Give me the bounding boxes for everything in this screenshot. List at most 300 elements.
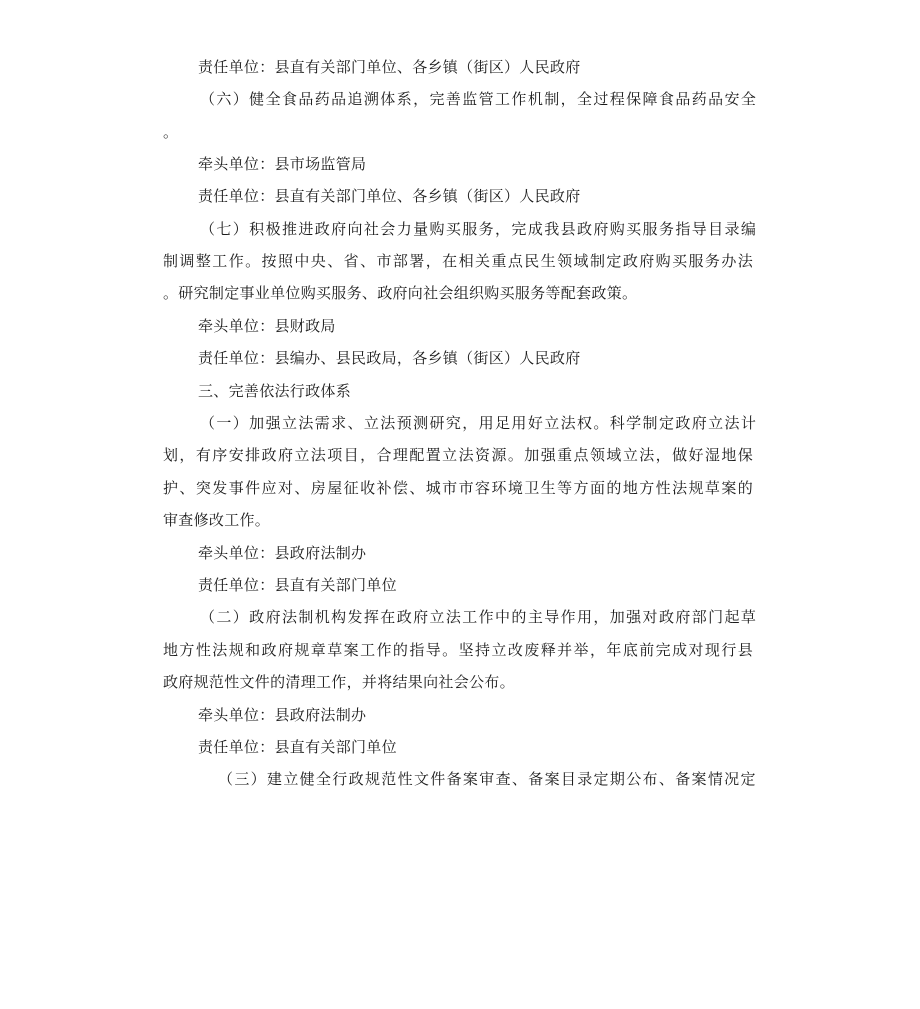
glyph: 工 xyxy=(360,641,376,659)
glyph: 过 xyxy=(593,90,609,108)
paragraph-line xyxy=(163,445,753,465)
glyph: 湿 xyxy=(704,446,720,464)
glyph: 府 xyxy=(593,220,609,238)
glyph: 用 xyxy=(478,414,494,432)
glyph: 省 xyxy=(343,252,359,270)
glyph: 序 xyxy=(212,446,228,464)
glyph: 指 xyxy=(675,220,691,238)
glyph: 查 xyxy=(495,770,511,788)
glyph: 法 xyxy=(737,252,753,270)
glyph: 进 xyxy=(298,220,314,238)
glyph: 制 xyxy=(163,252,179,270)
glyph: 计 xyxy=(740,414,756,432)
responsible-unit-line: 责任单位：县编办、县民政局，各乡镇（街区）人民政府 xyxy=(198,349,581,367)
glyph: 药 xyxy=(691,90,707,108)
glyph: 向 xyxy=(347,220,363,238)
glyph: 定 xyxy=(658,414,674,432)
paragraph-line xyxy=(218,769,756,789)
glyph: 规 xyxy=(228,641,244,659)
glyph: 好 xyxy=(527,414,543,432)
glyph: 对 xyxy=(277,479,293,497)
glyph: 立 xyxy=(708,414,724,432)
glyph: 范 xyxy=(381,770,397,788)
glyph: 、 xyxy=(511,770,527,788)
glyph: （ xyxy=(200,220,216,238)
glyph: 法 xyxy=(445,608,461,626)
glyph: 政 xyxy=(261,641,277,659)
glyph: 举 xyxy=(573,641,589,659)
glyph: 事 xyxy=(228,479,244,497)
glyph: 服 xyxy=(688,252,704,270)
glyph: 征 xyxy=(343,479,359,497)
glyph: 领 xyxy=(589,446,605,464)
glyph: （ xyxy=(200,90,216,108)
glyph: 行 xyxy=(332,770,348,788)
glyph: 的 xyxy=(737,479,753,497)
glyph: 护 xyxy=(163,479,179,497)
glyph: 废 xyxy=(524,641,540,659)
glyph: 持 xyxy=(475,641,491,659)
glyph: 做 xyxy=(672,446,688,464)
glyph: 府 xyxy=(675,608,691,626)
glyph: 方 xyxy=(179,641,195,659)
glyph: 立 xyxy=(442,446,458,464)
glyph: 工 xyxy=(495,90,511,108)
glyph: 法 xyxy=(724,414,740,432)
glyph: 六 xyxy=(216,90,232,108)
glyph: 系 xyxy=(396,90,412,108)
glyph: 件 xyxy=(430,770,446,788)
glyph: 、 xyxy=(658,770,674,788)
glyph: （ xyxy=(200,608,216,626)
glyph: 领 xyxy=(557,252,573,270)
glyph: ， xyxy=(593,608,609,626)
glyph: 容 xyxy=(475,479,491,497)
glyph: 作 xyxy=(376,641,392,659)
glyph: 健 xyxy=(249,90,265,108)
glyph: 积 xyxy=(249,220,265,238)
glyph: 科 xyxy=(609,414,625,432)
glyph: 市 xyxy=(458,479,474,497)
glyph: 文 xyxy=(413,770,429,788)
glyph: 购 xyxy=(429,220,445,238)
glyph: ， xyxy=(589,641,605,659)
glyph: 测 xyxy=(413,414,429,432)
glyph: 求 xyxy=(331,414,347,432)
glyph: 等 xyxy=(557,479,573,497)
glyph: 购 xyxy=(655,252,671,270)
glyph: 购 xyxy=(609,220,625,238)
glyph: 境 xyxy=(507,479,523,497)
lead-unit-line: 牵头单位：县政府法制办 xyxy=(198,706,367,724)
glyph: 预 xyxy=(396,414,412,432)
glyph: 工 xyxy=(212,252,228,270)
glyph: 重 xyxy=(557,446,573,464)
glyph: 县 xyxy=(560,220,576,238)
glyph: 全 xyxy=(315,770,331,788)
glyph: 政 xyxy=(314,220,330,238)
glyph: 点 xyxy=(507,252,523,270)
glyph: 立 xyxy=(363,414,379,432)
glyph: 定 xyxy=(593,770,609,788)
glyph: 府 xyxy=(265,608,281,626)
glyph: 品 xyxy=(331,90,347,108)
glyph: 用 xyxy=(576,608,592,626)
glyph: 导 xyxy=(425,641,441,659)
glyph: 工 xyxy=(462,608,478,626)
glyph: 政 xyxy=(249,608,265,626)
glyph: 划 xyxy=(163,446,179,464)
glyph: 成 xyxy=(672,641,688,659)
glyph: 府 xyxy=(277,446,293,464)
glyph: 重 xyxy=(491,252,507,270)
glyph: 释 xyxy=(540,641,556,659)
glyph: 极 xyxy=(265,220,281,238)
glyph: 署 xyxy=(409,252,425,270)
glyph: 立 xyxy=(544,414,560,432)
paragraph-line: 。研究制定事业单位购买服务、政府向社会组织购买服务等配套政策。 xyxy=(163,284,638,302)
glyph: ） xyxy=(232,414,248,432)
glyph: 加 xyxy=(609,608,625,626)
glyph: 政 xyxy=(658,608,674,626)
glyph: 需 xyxy=(314,414,330,432)
glyph: 用 xyxy=(511,414,527,432)
glyph: 主 xyxy=(527,608,543,626)
glyph: 审 xyxy=(479,770,495,788)
glyph: 法 xyxy=(298,414,314,432)
glyph: 布 xyxy=(642,770,658,788)
glyph: 法 xyxy=(639,446,655,464)
glyph: 完 xyxy=(511,220,527,238)
glyph: 地 xyxy=(163,641,179,659)
glyph: 成 xyxy=(527,220,543,238)
glyph: 府 xyxy=(413,608,429,626)
section-heading: 三、完善依法行政体系 xyxy=(198,382,352,400)
glyph: 立 xyxy=(429,608,445,626)
glyph: 安 xyxy=(228,446,244,464)
glyph: 构 xyxy=(331,608,347,626)
glyph: 导 xyxy=(544,608,560,626)
glyph: 政 xyxy=(576,220,592,238)
glyph: 面 xyxy=(589,479,605,497)
responsible-unit-line: 责任单位：县直有关部门单位 xyxy=(198,576,397,594)
glyph: 草 xyxy=(327,641,343,659)
glyph: 案 xyxy=(462,770,478,788)
glyph: 、 xyxy=(360,252,376,270)
glyph: 办 xyxy=(721,252,737,270)
glyph: 按 xyxy=(261,252,277,270)
glyph: 全 xyxy=(740,90,756,108)
paragraph-line xyxy=(163,251,753,271)
glyph: 市 xyxy=(376,252,392,270)
glyph: 导 xyxy=(691,220,707,238)
glyph: 。 xyxy=(593,414,609,432)
glyph: 法 xyxy=(380,414,396,432)
glyph: 底 xyxy=(622,641,638,659)
glyph: 学 xyxy=(626,414,642,432)
glyph: 性 xyxy=(655,479,671,497)
glyph: 补 xyxy=(376,479,392,497)
glyph: 照 xyxy=(277,252,293,270)
glyph: ， xyxy=(425,252,441,270)
glyph: 规 xyxy=(364,770,380,788)
glyph: 备 xyxy=(446,770,462,788)
glyph: 环 xyxy=(491,479,507,497)
glyph: 目 xyxy=(343,446,359,464)
glyph: 起 xyxy=(724,608,740,626)
glyph: 况 xyxy=(724,770,740,788)
glyph: ， xyxy=(179,446,195,464)
glyph: 对 xyxy=(642,608,658,626)
glyph: 完 xyxy=(655,641,671,659)
glyph: 关 xyxy=(475,252,491,270)
glyph: 立 xyxy=(622,446,638,464)
glyph: ） xyxy=(232,608,248,626)
glyph: 会 xyxy=(380,220,396,238)
glyph: 机 xyxy=(314,608,330,626)
glyph: 权 xyxy=(576,414,592,432)
glyph: ， xyxy=(413,90,429,108)
glyph: 规 xyxy=(294,641,310,659)
glyph: 法 xyxy=(458,446,474,464)
glyph: 挥 xyxy=(363,608,379,626)
responsible-unit-line: 责任单位：县直有关部门单位 xyxy=(198,738,397,756)
glyph: 的 xyxy=(511,608,527,626)
glyph: 整 xyxy=(195,252,211,270)
glyph: 机 xyxy=(527,90,543,108)
glyph: 务 xyxy=(704,252,720,270)
glyph: 法 xyxy=(560,414,576,432)
glyph: 强 xyxy=(265,414,281,432)
glyph: 置 xyxy=(425,446,441,464)
glyph: 备 xyxy=(528,770,544,788)
glyph: 政 xyxy=(622,252,638,270)
glyph: 配 xyxy=(409,446,425,464)
glyph: 情 xyxy=(707,770,723,788)
glyph: 年 xyxy=(606,641,622,659)
glyph: 改 xyxy=(507,641,523,659)
glyph: 。 xyxy=(245,252,261,270)
glyph: 期 xyxy=(609,770,625,788)
glyph: 府 xyxy=(639,252,655,270)
glyph: 在 xyxy=(380,608,396,626)
glyph: 案 xyxy=(691,770,707,788)
glyph: 府 xyxy=(277,641,293,659)
glyph: 好 xyxy=(688,446,704,464)
glyph: 收 xyxy=(360,479,376,497)
glyph: 建 xyxy=(266,770,282,788)
glyph: 域 xyxy=(606,446,622,464)
glyph: 全 xyxy=(576,90,592,108)
glyph: 府 xyxy=(691,414,707,432)
glyph: 保 xyxy=(626,90,642,108)
glyph: 追 xyxy=(347,90,363,108)
glyph: 市 xyxy=(442,479,458,497)
glyph: ， xyxy=(655,446,671,464)
glyph: 法 xyxy=(212,641,228,659)
glyph: 屋 xyxy=(327,479,343,497)
glyph: 量 xyxy=(413,220,429,238)
glyph: 服 xyxy=(642,220,658,238)
glyph: 安 xyxy=(724,90,740,108)
paragraph-line xyxy=(200,219,756,239)
glyph: 三 xyxy=(234,770,250,788)
glyph: 方 xyxy=(639,479,655,497)
glyph: 体 xyxy=(380,90,396,108)
glyph: 制 xyxy=(298,608,314,626)
paragraph-line: 审查修改工作。 xyxy=(163,511,271,529)
glyph: 作 xyxy=(228,252,244,270)
glyph: 的 xyxy=(606,479,622,497)
glyph: 善 xyxy=(445,90,461,108)
glyph: 加 xyxy=(524,446,540,464)
glyph: 力 xyxy=(396,220,412,238)
glyph: ， xyxy=(462,414,478,432)
glyph: ， xyxy=(495,220,511,238)
glyph: 并 xyxy=(557,641,573,659)
glyph: 政 xyxy=(261,446,277,464)
glyph: 央 xyxy=(310,252,326,270)
glyph: 、 xyxy=(409,479,425,497)
glyph: 发 xyxy=(212,479,228,497)
glyph: 县 xyxy=(737,641,753,659)
glyph: 有 xyxy=(195,446,211,464)
glyph: 。 xyxy=(507,446,523,464)
glyph: 、 xyxy=(327,252,343,270)
glyph: 社 xyxy=(363,220,379,238)
glyph: 买 xyxy=(672,252,688,270)
glyph: 。 xyxy=(442,641,458,659)
glyph: 买 xyxy=(626,220,642,238)
glyph: 二 xyxy=(216,608,232,626)
glyph: 买 xyxy=(445,220,461,238)
paragraph-line: 政府规范性文件的清理工作，并将结果向社会公布。 xyxy=(163,673,515,691)
glyph: 法 xyxy=(672,479,688,497)
glyph: 推 xyxy=(281,220,297,238)
glyph: 管 xyxy=(478,90,494,108)
glyph: 在 xyxy=(442,252,458,270)
glyph: 件 xyxy=(245,479,261,497)
glyph: 门 xyxy=(708,608,724,626)
glyph: ） xyxy=(232,90,248,108)
glyph: 相 xyxy=(458,252,474,270)
glyph: 草 xyxy=(740,608,756,626)
glyph: 作 xyxy=(511,90,527,108)
glyph: 录 xyxy=(724,220,740,238)
glyph: 案 xyxy=(544,770,560,788)
glyph: 、 xyxy=(294,479,310,497)
glyph: 强 xyxy=(626,608,642,626)
glyph: 现 xyxy=(704,641,720,659)
glyph: 立 xyxy=(281,414,297,432)
glyph: 究 xyxy=(445,414,461,432)
glyph: 程 xyxy=(609,90,625,108)
glyph: 品 xyxy=(708,90,724,108)
glyph: 立 xyxy=(283,770,299,788)
glyph: 排 xyxy=(245,446,261,464)
glyph: 部 xyxy=(691,608,707,626)
glyph: 我 xyxy=(544,220,560,238)
glyph: 资 xyxy=(475,446,491,464)
glyph: 作 xyxy=(560,608,576,626)
lead-unit-line: 牵头单位：县市场监管局 xyxy=(198,155,367,173)
glyph: 点 xyxy=(573,446,589,464)
glyph: 合 xyxy=(376,446,392,464)
glyph: 服 xyxy=(462,220,478,238)
glyph: 录 xyxy=(577,770,593,788)
glyph: 障 xyxy=(642,90,658,108)
lead-unit-line: 牵头单位：县财政局 xyxy=(198,317,336,335)
glyph: 指 xyxy=(409,641,425,659)
glyph: 、 xyxy=(347,414,363,432)
glyph: 备 xyxy=(675,770,691,788)
glyph: 作 xyxy=(478,608,494,626)
glyph: （ xyxy=(218,770,234,788)
glyph: ） xyxy=(250,770,266,788)
glyph: 政 xyxy=(348,770,364,788)
glyph: 目 xyxy=(560,770,576,788)
glyph: ） xyxy=(232,220,248,238)
glyph: 全 xyxy=(265,90,281,108)
glyph: 生 xyxy=(540,252,556,270)
glyph: 中 xyxy=(294,252,310,270)
glyph: 研 xyxy=(429,414,445,432)
glyph: 性 xyxy=(397,770,413,788)
glyph: 定 xyxy=(740,770,756,788)
glyph: 制 xyxy=(544,90,560,108)
glyph: 的 xyxy=(392,641,408,659)
glyph: 案 xyxy=(721,479,737,497)
glyph: 定 xyxy=(606,252,622,270)
glyph: 部 xyxy=(392,252,408,270)
glyph: 案 xyxy=(343,641,359,659)
glyph: 编 xyxy=(740,220,756,238)
glyph: 品 xyxy=(298,90,314,108)
responsible-unit-line: 责任单位：县直有关部门单位、各乡镇（街区）人民政府 xyxy=(198,187,581,205)
paragraph-line: 。 xyxy=(163,123,179,141)
glyph: 偿 xyxy=(392,479,408,497)
glyph: 立 xyxy=(294,446,310,464)
glyph: 保 xyxy=(737,446,753,464)
glyph: 民 xyxy=(524,252,540,270)
glyph: 目 xyxy=(708,220,724,238)
glyph: 源 xyxy=(491,446,507,464)
glyph: 章 xyxy=(310,641,326,659)
glyph: 行 xyxy=(721,641,737,659)
paragraph-line xyxy=(200,89,756,109)
glyph: 七 xyxy=(216,220,232,238)
glyph: 药 xyxy=(314,90,330,108)
glyph: 地 xyxy=(622,479,638,497)
glyph: 加 xyxy=(249,414,265,432)
glyph: 、 xyxy=(179,479,195,497)
glyph: 品 xyxy=(675,90,691,108)
glyph: 和 xyxy=(245,641,261,659)
paragraph-line xyxy=(163,640,753,660)
glyph: 草 xyxy=(704,479,720,497)
glyph: 坚 xyxy=(458,641,474,659)
glyph: 政 xyxy=(675,414,691,432)
glyph: 溯 xyxy=(363,90,379,108)
glyph: ， xyxy=(560,90,576,108)
responsible-unit-line: 责任单位：县直有关部门单位、各乡镇（街区）人民政府 xyxy=(198,58,581,76)
glyph: 中 xyxy=(495,608,511,626)
glyph: 食 xyxy=(281,90,297,108)
glyph: 务 xyxy=(478,220,494,238)
lead-unit-line: 牵头单位：县政府法制办 xyxy=(198,544,367,562)
glyph: 对 xyxy=(688,641,704,659)
glyph: 方 xyxy=(573,479,589,497)
